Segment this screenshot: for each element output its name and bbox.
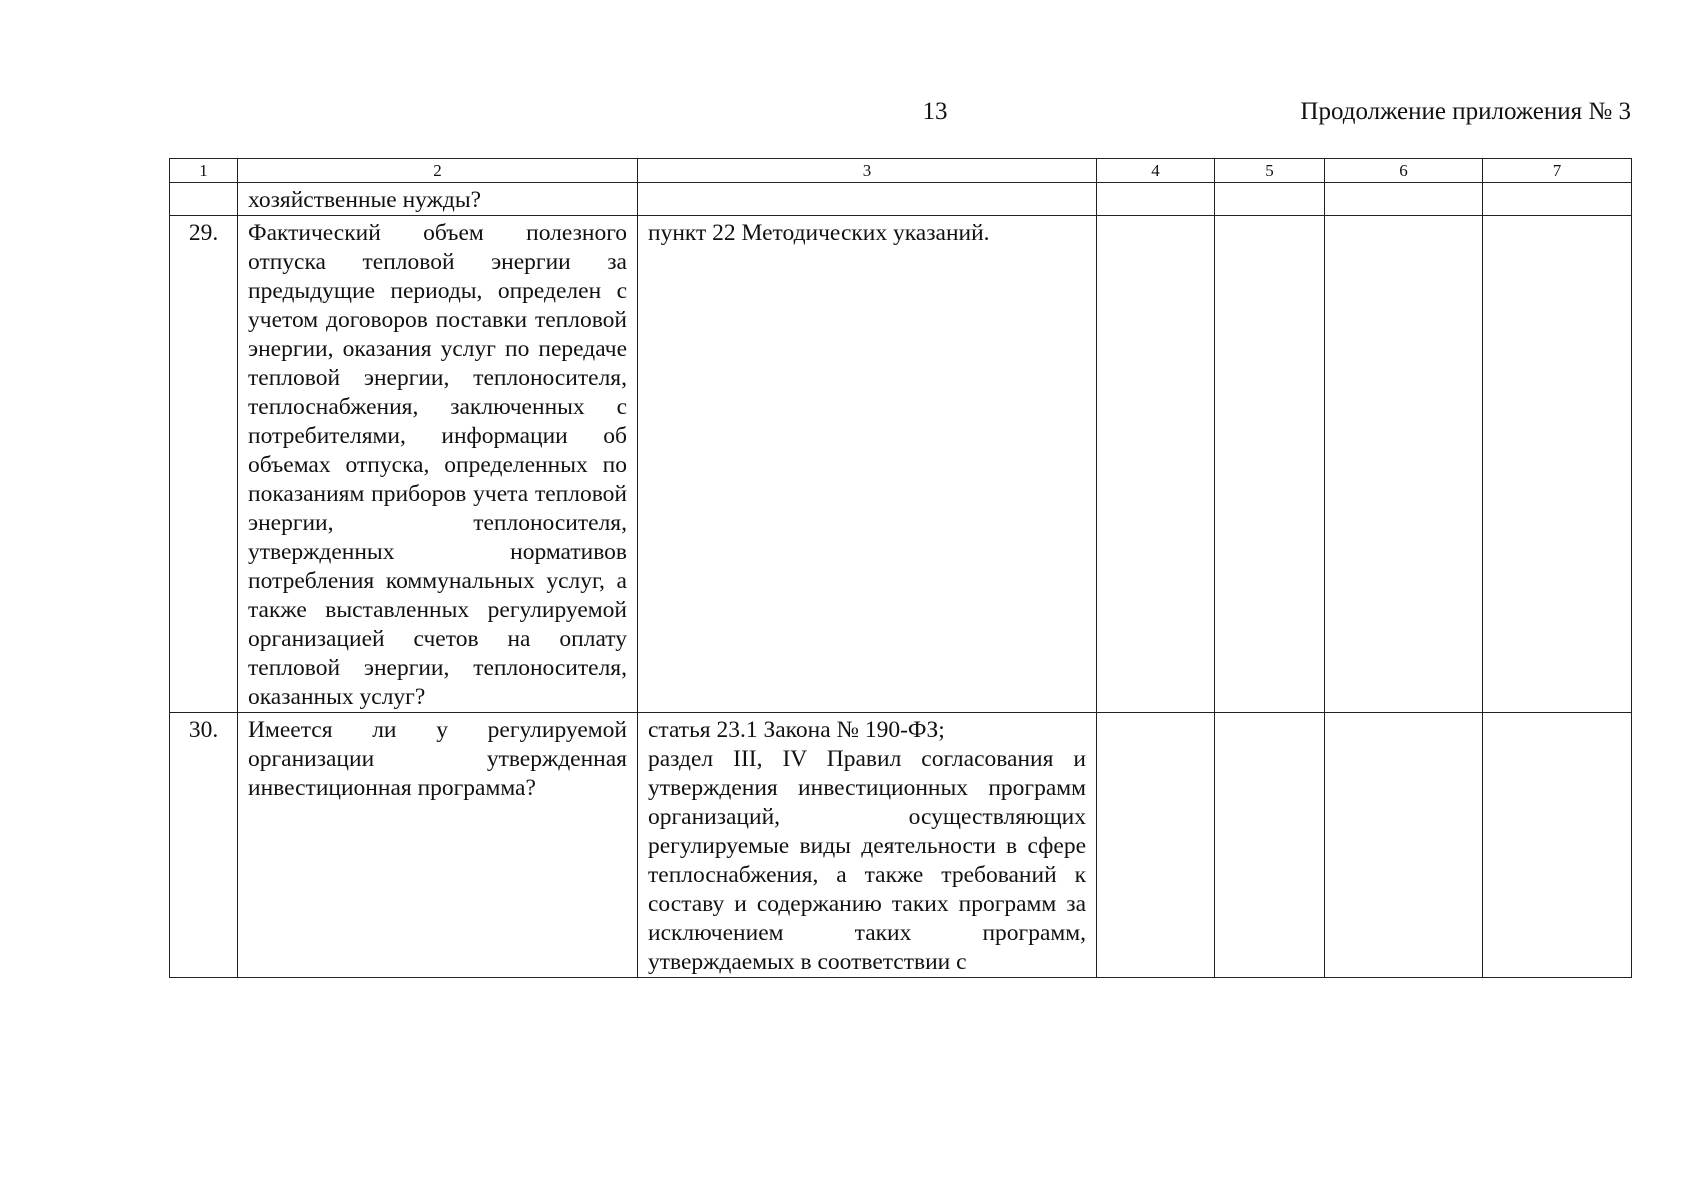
inspection-checklist-table (169, 158, 1632, 978)
reference-line: статья 23.1 Закона № 190-ФЗ; (648, 717, 945, 743)
question-cell: Фактический объем полезного отпуска тепловой энергии за предыдущие периоды, определен с учетом договоров поставки тепловой энергии, оказания услуг по передаче тепловой энергии, теплоносителя, теплоснабжения, заключенных с потребителями, информации об объемах отпуска, определенных по показаниям приборов учета тепловой энергии, теплоносителя, утвержденных нормативов потребления коммунальных услуг, а также выставленных регулируемой организацией счетов на оплату тепловой энергии, теплоносителя, оказанных услуг? (238, 216, 638, 713)
empty-cell (1325, 713, 1483, 978)
row-number-cell (170, 183, 238, 216)
column-number: 4 (1097, 159, 1215, 183)
empty-cell (1483, 216, 1632, 713)
empty-cell (1097, 183, 1215, 216)
empty-cell (1215, 216, 1325, 713)
column-number: 2 (238, 159, 638, 183)
empty-cell (1325, 183, 1483, 216)
page-number: 13 (922, 98, 948, 125)
empty-cell (1215, 713, 1325, 978)
row-number-cell: 30. (170, 713, 238, 978)
reference-cell (638, 183, 1097, 216)
appendix-continuation-caption: Продолжение приложения № 3 (1300, 98, 1631, 125)
column-number: 1 (170, 159, 238, 183)
empty-cell (1483, 713, 1632, 978)
question-cell: Имеется ли у регулируемой организации утвержденная инвестиционная программа? (238, 713, 638, 978)
column-number: 6 (1325, 159, 1483, 183)
reference-cell (638, 713, 1097, 978)
empty-cell (1097, 216, 1215, 713)
table-row (170, 216, 1632, 713)
empty-cell (1097, 713, 1215, 978)
question-cell: хозяйственные нужды? (238, 183, 638, 216)
row-number-cell: 29. (170, 216, 238, 713)
column-number: 7 (1483, 159, 1632, 183)
empty-cell (1325, 216, 1483, 713)
table-row (170, 713, 1632, 978)
reference-line: раздел III, IV Правил согласования и утверждения инвестиционных программ организаций, осуществляющих регулируемые виды деятельности в сфере теплоснабжения, а также требований к составу и содержанию таких программ за исключением таких программ, утверждаемых в соответствии с (648, 746, 1086, 975)
column-number-row (170, 159, 1632, 183)
reference-cell: пункт 22 Методических указаний. (638, 216, 1097, 713)
column-number: 5 (1215, 159, 1325, 183)
table-row (170, 183, 1632, 216)
empty-cell (1215, 183, 1325, 216)
column-number: 3 (638, 159, 1097, 183)
empty-cell (1483, 183, 1632, 216)
